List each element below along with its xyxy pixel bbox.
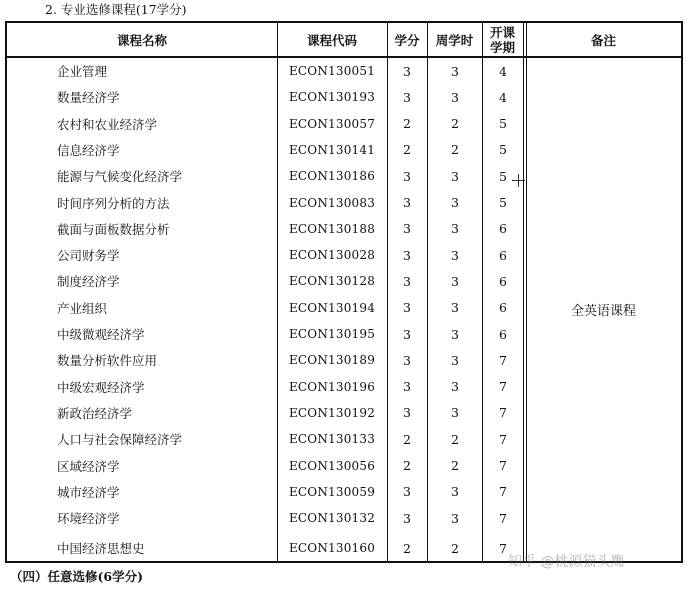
course-name-cell: 数量经济学	[57, 90, 120, 106]
credits-cell: 3	[403, 510, 411, 526]
weekly-hours-cell: 3	[451, 168, 459, 184]
semester-cell: 7	[499, 510, 507, 526]
credits-cell: 3	[403, 89, 411, 105]
header-remarks: 备注	[590, 32, 616, 48]
course-name-cell: 企业管理	[57, 64, 108, 79]
course-code-cell: ECON130196	[288, 379, 376, 394]
semester-cell: 5	[499, 116, 507, 132]
watermark: 知乎 @桃源猫头鹰	[508, 554, 625, 570]
semester-cell: 4	[499, 63, 507, 79]
course-name-cell: 截面与面板数据分析	[57, 221, 170, 237]
course-name-cell: 农村和农业经济学	[57, 116, 158, 132]
weekly-hours-cell: 2	[451, 142, 459, 158]
crosshair-cursor-icon	[512, 174, 525, 187]
semester-cell: 7	[499, 484, 507, 500]
header-semester-line1: 开课	[489, 24, 515, 40]
course-code-cell: ECON130132	[288, 511, 376, 526]
semester-cell: 7	[499, 540, 507, 556]
table-header	[7, 23, 681, 58]
semester-cell: 6	[499, 326, 507, 342]
semester-cell: 6	[499, 247, 507, 263]
weekly-hours-cell: 3	[451, 247, 459, 263]
course-code-cell: ECON130193	[288, 90, 376, 105]
weekly-hours-cell: 2	[451, 458, 459, 473]
course-name-cell: 人口与社会保障经济学	[57, 432, 183, 448]
header-course-name: 课程名称	[116, 32, 167, 48]
course-name-cell: 公司财务学	[57, 248, 120, 264]
credits-cell: 3	[403, 63, 411, 79]
course-table	[5, 21, 683, 563]
semester-cell: 5	[499, 195, 507, 210]
credits-cell: 3	[403, 273, 411, 289]
course-name-cell: 信息经济学	[57, 142, 120, 158]
course-code-cell: ECON130188	[288, 221, 376, 236]
weekly-hours-cell: 2	[451, 116, 459, 132]
course-name-cell: 区域经济学	[57, 458, 120, 474]
credits-cell: 3	[403, 247, 411, 263]
course-code-cell: ECON130194	[288, 300, 376, 315]
credits-cell: 3	[403, 326, 411, 342]
credits-cell: 2	[403, 431, 411, 447]
weekly-hours-cell: 3	[451, 221, 459, 237]
course-code-cell: ECON130186	[288, 169, 376, 184]
weekly-hours-cell: 3	[451, 484, 459, 500]
credits-cell: 3	[403, 195, 411, 210]
course-name-cell: 能源与气候变化经济学	[57, 169, 183, 185]
credits-cell: 3	[403, 352, 411, 368]
credits-cell: 2	[403, 116, 411, 132]
credits-cell: 2	[403, 142, 411, 158]
semester-cell: 5	[499, 142, 507, 158]
semester-cell: 6	[499, 273, 507, 289]
course-code-cell: ECON130160	[288, 541, 376, 556]
semester-cell: 7	[499, 352, 507, 368]
credits-cell: 3	[403, 300, 411, 316]
course-code-cell: ECON130133	[288, 432, 376, 447]
course-name-cell: 产业组织	[57, 300, 108, 316]
header-course-code: 课程代码	[306, 32, 357, 48]
semester-cell: 5	[499, 168, 507, 184]
course-name-cell: 制度经济学	[57, 274, 120, 290]
course-code-cell: ECON130195	[288, 327, 376, 341]
semester-cell: 7	[499, 405, 507, 421]
course-name-cell: 新政治经济学	[57, 405, 133, 421]
course-name-cell: 中级微观经济学	[57, 327, 145, 342]
course-code-cell: ECON130056	[288, 458, 376, 473]
section-heading: 2. 专业选修课程(17学分)	[45, 2, 187, 17]
course-code-cell: ECON130057	[288, 116, 376, 131]
weekly-hours-cell: 3	[451, 405, 459, 421]
course-code-cell: ECON130028	[288, 248, 376, 263]
weekly-hours-cell: 2	[451, 540, 459, 556]
credits-cell: 3	[403, 405, 411, 421]
course-name-cell: 数量分析软件应用	[57, 353, 158, 369]
weekly-hours-cell: 3	[451, 63, 459, 79]
weekly-hours-cell: 3	[451, 352, 459, 368]
credits-cell: 2	[403, 540, 411, 556]
weekly-hours-cell: 3	[451, 89, 459, 105]
remark-merged-cell: 全英语课程	[570, 304, 636, 319]
weekly-hours-cell: 3	[451, 273, 459, 289]
header-credits: 学分	[394, 32, 420, 48]
course-name-cell: 时间序列分析的方法	[57, 195, 170, 211]
weekly-hours-cell: 3	[451, 300, 459, 316]
semester-cell: 7	[499, 458, 507, 473]
footer-heading: （四）任意选修(6学分)	[10, 569, 144, 584]
course-code-cell: ECON130141	[288, 142, 376, 157]
course-name-cell: 中国经济思想史	[57, 541, 145, 557]
semester-cell: 7	[499, 379, 507, 395]
weekly-hours-cell: 3	[451, 326, 459, 342]
weekly-hours-cell: 3	[451, 510, 459, 526]
header-weekly-hours: 周学时	[435, 32, 474, 48]
weekly-hours-cell: 3	[451, 379, 459, 395]
course-code-cell: ECON130083	[288, 195, 376, 210]
credits-cell: 3	[403, 221, 411, 237]
semester-cell: 7	[499, 431, 507, 447]
course-code-cell: ECON130059	[288, 484, 376, 499]
weekly-hours-cell: 3	[451, 195, 459, 210]
credits-cell: 3	[403, 379, 411, 395]
course-code-cell: ECON130192	[288, 405, 376, 420]
semester-cell: 6	[499, 300, 507, 316]
course-name-cell: 环境经济学	[57, 511, 120, 527]
credits-cell: 3	[403, 168, 411, 184]
credits-cell: 2	[403, 458, 411, 473]
course-name-cell: 中级宏观经济学	[57, 379, 145, 395]
course-code-cell: ECON130051	[288, 64, 376, 78]
semester-cell: 6	[499, 221, 507, 237]
semester-cell: 4	[499, 89, 507, 105]
weekly-hours-cell: 2	[451, 431, 459, 447]
header-semester-line2: 学期	[489, 39, 515, 55]
course-code-cell: ECON130189	[288, 353, 376, 368]
header-semester	[482, 23, 523, 56]
course-name-cell: 城市经济学	[57, 484, 120, 500]
course-code-cell: ECON130128	[288, 274, 376, 289]
credits-cell: 3	[403, 484, 411, 500]
